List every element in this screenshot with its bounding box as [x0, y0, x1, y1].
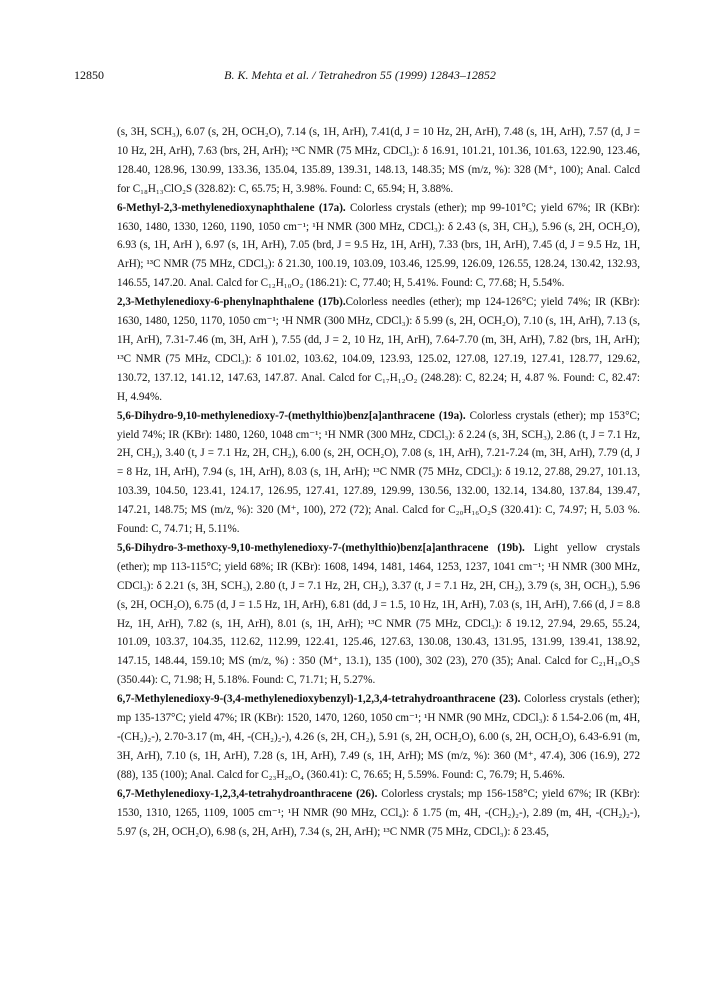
entry-text: Colorless crystals (ether); mp 99-101°C; yield 67%; IR (KBr): 1630, 1480, 1330, 1260, 1190, 1050 cm⁻¹; ¹H NMR (300 MHz, CDCl₃): δ 2.43 (s, 3H, CH₃), 5.96 (s, 2H, OCH₂O), 6.93 (s, 1H, ArH ), 6.97 (s, 1H, ArH), 7.05 (brd, J = 9.5 Hz, 1H, ArH), 7.33 (brs, 1H, ArH), 7.45 (d, J = 9.5 Hz, 1H, ArH); ¹³C NMR (75 MHz, CDCl₃): δ 21.30, 100.19, 103.09, 103.46, 125.99, 126.09, 126.55, 128.24, 130.42, 132.93, 146.55, 147.20. Anal. Calcd for C₁₂H₁₀O₂ (186.21): C, 77.40; H, 5.41%. Found: C, 77.68; H, 5.54%.: [117, 201, 640, 290]
entry-title: 6,7-Methylenedioxy-1,2,3,4-tetrahydroanthracene (26).: [117, 787, 378, 800]
entry-title: 2,3-Methylenedioxy-6-phenylnaphthalene (17b).: [117, 296, 346, 309]
entry-continuation: [117, 123, 640, 199]
page-number: 12850: [74, 68, 104, 82]
entry-23: [117, 690, 640, 785]
entry-text: Colorless crystals; mp 156-158°C; yield 67%; IR (KBr): 1530, 1310, 1265, 1109, 1005 cm⁻¹; ¹H NMR (90 MHz, CCl₄): δ 1.75 (m, 4H, -(CH₂)₂-), 2.89 (m, 4H, -(CH₂)₂-), 5.97 (s, 2H, OCH₂O), 6.98 (s, 2H, ArH), 7.34 (s, 2H, ArH); ¹³C NMR (75 MHz, CDCl₃): δ 23.45,: [117, 787, 640, 838]
entry-text: Colorless needles (ether); mp 124-126°C; yield 74%; IR (KBr): 1630, 1480, 1250, 1170, 1050 cm⁻¹; ¹H NMR (300 MHz, CDCl₃): δ 5.99 (s, 2H, OCH₂O), 7.10 (s, 1H, ArH), 7.13 (s, 1H, ArH), 7.31-7.46 (m, 3H, ArH ), 7.55 (dd, J = 2, 10 Hz, 1H, ArH), 7.64-7.70 (m, 3H, ArH), 7.82 (brs, 1H, ArH); ¹³C NMR (75 MHz, CDCl₃): δ 101.02, 103.62, 104.09, 123.93, 125.02, 127.08, 127.19, 127.41, 128.77, 129.62, 130.72, 137.12, 141.12, 147.63, 147.87. Anal. Calcd for C₁₇H₁₂O₂ (248.28): C, 82.24; H, 4.87 %. Found: C, 82.47: H, 4.94%.: [117, 296, 641, 403]
article-body: [117, 123, 640, 841]
entry-19a: [117, 407, 640, 539]
entry-title: 5,6-Dihydro-3-methoxy-9,10-methylenedioxy-7-(methylthio)benz[a]anthracene (19b).: [117, 541, 525, 554]
entry-19b: [117, 539, 640, 690]
entry-26: [117, 785, 640, 842]
entry-17a: [117, 199, 640, 294]
entry-text: Colorless crystals (ether); mp 153°C; yield 74%; IR (KBr): 1480, 1260, 1048 cm⁻¹; ¹H NMR (300 MHz, CDCl₃): δ 2.24 (s, 3H, SCH₃), 2.86 (t, J = 7.1 Hz, 2H, CH₂), 3.40 (t, J = 7.1 Hz, 2H, CH₂), 6.00 (s, 2H, OCH₂O), 7.08 (s, 1H, ArH), 7.21-7.24 (m, 3H, ArH), 7.79 (d, J = 8 Hz, 1H, ArH), 7.94 (s, 1H, ArH), 8.03 (s, 1H, ArH); ¹³C NMR (75 MHz, CDCl₃): δ 19.12, 27.88, 29.27, 101.13, 103.39, 104.50, 123.41, 124.17, 126.95, 127.41, 127.89, 129.99, 130.56, 132.00, 132.14, 134.80, 137.84, 139.47, 147.21, 148.75; MS (m/z, %): 320 (M⁺, 100), 272 (72); Anal. Calcd for C₂₀H₁₆O₂S (320.41): C, 74.97; H, 5.03 %. Found: C, 74.71; H, 5.11%.: [117, 409, 640, 536]
entry-17b: [117, 293, 640, 406]
running-head: B. K. Mehta et al. / Tetrahedron 55 (1999) 12843–12852: [224, 68, 496, 82]
entry-text: Colorless crystals (ether); mp 135-137°C; yield 47%; IR (KBr): 1520, 1470, 1260, 1050 cm⁻¹; ¹H NMR (90 MHz, CDCl₃): δ 1.54-2.06 (m, 4H, -(CH₂)₂-), 2.70-3.17 (m, 4H, -(CH₂)₂-), 4.26 (s, 2H, CH₂), 5.91 (s, 2H, OCH₂O), 6.00 (s, 2H, OCH₂O), 6.43-6.91 (m, 3H, ArH), 7.10 (s, 1H, ArH), 7.28 (s, 1H, ArH), 7.49 (s, 1H, ArH); MS (m/z, %): 360 (M⁺, 47.4), 306 (16.9), 272 (88), 135 (100); Anal. Calcd for C₂₃H₂₀O₄ (360.41): C, 76.65; H, 5.59%. Found: C, 76.79; H, 5.46%.: [117, 693, 640, 781]
entry-title: 6-Methyl-2,3-methylenedioxynaphthalene (17a).: [117, 201, 346, 214]
entry-text: (s, 3H, SCH₃), 6.07 (s, 2H, OCH₂O), 7.14 (s, 1H, ArH), 7.41(d, J = 10 Hz, 2H, ArH), 7.48 (s, 1H, ArH), 7.57 (d, J = 10 Hz, 2H, ArH), 7.63 (brs, 2H, ArH); ¹³C NMR (75 MHz, CDCl₃): δ 16.91, 101.21, 101.36, 101.63, 122.90, 123.46, 128.40, 128.96, 130.99, 133.36, 135.04, 135.89, 139.31, 148.13, 148.35; MS (m/z, %): 328 (M⁺, 100); Anal. Calcd for C₁₈H₁₃ClO₂S (328.82): C, 65.75; H, 3.98%. Found: C, 65.94; H, 3.88%.: [117, 126, 640, 195]
entry-title: 5,6-Dihydro-9,10-methylenedioxy-7-(methylthio)benz[a]anthracene (19a).: [117, 409, 466, 422]
entry-text: Light yellow crystals (ether); mp 113-115°C; yield 68%; IR (KBr): 1608, 1494, 1481, 1464, 1253, 1237, 1041 cm⁻¹; ¹H NMR (300 MHz, CDCl₃): δ 2.21 (s, 3H, SCH₃), 2.80 (t, J = 7.1 Hz, 2H, CH₂), 3.37 (t, J = 7.1 Hz, 2H, CH₂), 3.79 (s, 3H, OCH₃), 5.96 (s, 2H, OCH₂O), 6.75 (d, J = 1.5 Hz, 1H, ArH), 6.81 (dd, J = 1.5, 10 Hz, 1H, ArH), 7.03 (s, 1H, ArH), 7.66 (d, J = 8.8 Hz, 1H, ArH), 7.82 (s, 1H, ArH), 8.01 (s, 1H, ArH); ¹³C NMR (75 MHz, CDCl₃): δ 19.12, 27.94, 29.65, 55.24, 101.09, 103.37, 104.35, 112.62, 112.99, 122.41, 125.46, 127.63, 130.08, 130.43, 131.95, 131.99, 139.41, 138.92, 147.15, 148.44, 159.10; MS (m/z, %) : 350 (M⁺, 13.1), 135 (100), 302 (23), 270 (35); Anal. Calcd for C₂₁H₁₈O₃S (350.44): C, 71.98; H, 5.18%. Found: C, 71.71; H, 5.27%.: [117, 541, 640, 687]
entry-title: 6,7-Methylenedioxy-9-(3,4-methylenedioxybenzyl)-1,2,3,4-tetrahydroanthracene (23).: [117, 693, 521, 706]
